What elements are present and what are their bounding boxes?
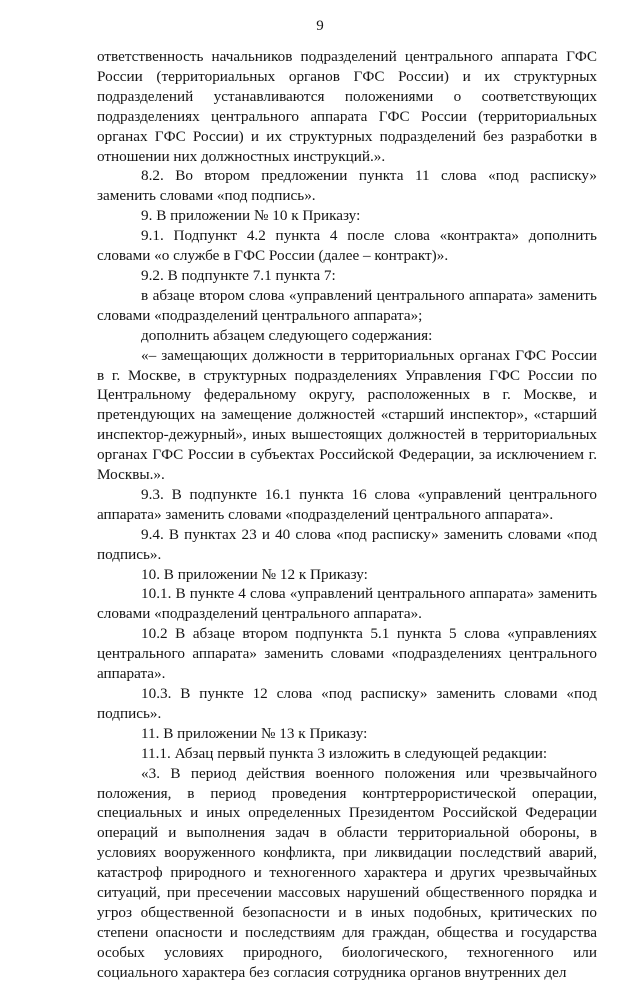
- paragraph-15: 11. В приложении № 13 к Приказу:: [141, 724, 368, 742]
- paragraph-3: 9. В приложении № 10 к Приказу:: [141, 207, 361, 225]
- paragraph-17: «3. В период действия военного положения или чрезвычайного положения, в период проведения контртеррористической операции, специальных и иных определенных Президентом Российской Федерации операций и выполнения задач в области территориальной обороны, в условиях вооруженного конфликта, при ликвидации последствий аварий, катастроф природного и техногенного характера и других чрезвычайных ситуаций, при пресечении массовых нарушений общественного порядка и угроз общественной безопасности и в иных подобных, критических по степени опасности и последствиям для граждан, общества и государства особых условиях природного, биологического, техногенного или социального характера без согласия сотрудника органов внутренних дел: [97, 764, 597, 981]
- paragraph-7: дополнить абзацем следующего содержания:: [141, 326, 433, 344]
- paragraph-14: 10.3. В пункте 12 слова «под расписку» заменить словами «под подпись».: [97, 685, 597, 722]
- paragraph-16: 11.1. Абзац первый пункта 3 изложить в следующей редакции:: [141, 744, 548, 762]
- paragraph-5: 9.2. В подпункте 7.1 пункта 7:: [141, 266, 336, 284]
- paragraph-10: 9.4. В пунктах 23 и 40 слова «под расписку» заменить словами «под подпись».: [97, 525, 597, 563]
- page-number: 9: [316, 18, 324, 34]
- paragraph-8: «– замещающих должности в территориальных органах ГФС России в г. Москве, в структурных подразделениях Управления ГФС России по Центральному федеральному округу, расположенных в г. Москве, и претендующих на замещение должностей «старший инспектор», «старший инспектор-дежурный», иных вышестоящих должностей в территориальных органах ГФС России в субъектах Российской Федерации, за исключением г. Москвы.».: [97, 346, 597, 484]
- paragraph-12: 10.1. В пункте 4 слова «управлений центрального аппарата» заменить словами «подразделений центрального аппарата».: [97, 585, 597, 623]
- paragraph-11: 10. В приложении № 12 к Приказу:: [141, 565, 368, 583]
- paragraph-4: 9.1. Подпункт 4.2 пункта 4 после слова «контракта» дополнить словами «о службе в ГФС России (далее – контракт)».: [97, 227, 597, 265]
- paragraph-6: в абзаце втором слова «управлений центрального аппарата» заменить словами «подразделений центрального аппарата»;: [97, 286, 597, 324]
- paragraph-9: 9.3. В подпункте 16.1 пункта 16 слова «управлений центрального аппарата» заменить словами «подразделений центрального аппарата».: [97, 485, 597, 523]
- paragraph-2: 8.2. Во втором предложении пункта 11 слова «под расписку» заменить словами «под подпись».: [97, 167, 597, 205]
- paragraph-1: ответственность начальников подразделений центрального аппарата ГФС России (территориальных органов ГФС России) и их структурных подразделений устанавливаются положениями о соответствующих подразделениях центрального аппарата ГФС России (территориальных органах ГФС России) и их структурных подразделений без разработки в отношении них должностных инструкций.».: [97, 48, 597, 165]
- paragraph-13: 10.2 В абзаце втором подпункта 5.1 пункта 5 слова «управлениях центрального аппарата» заменить словами «подразделениях центрального аппарата».: [97, 625, 597, 683]
- document-body: [97, 47, 597, 983]
